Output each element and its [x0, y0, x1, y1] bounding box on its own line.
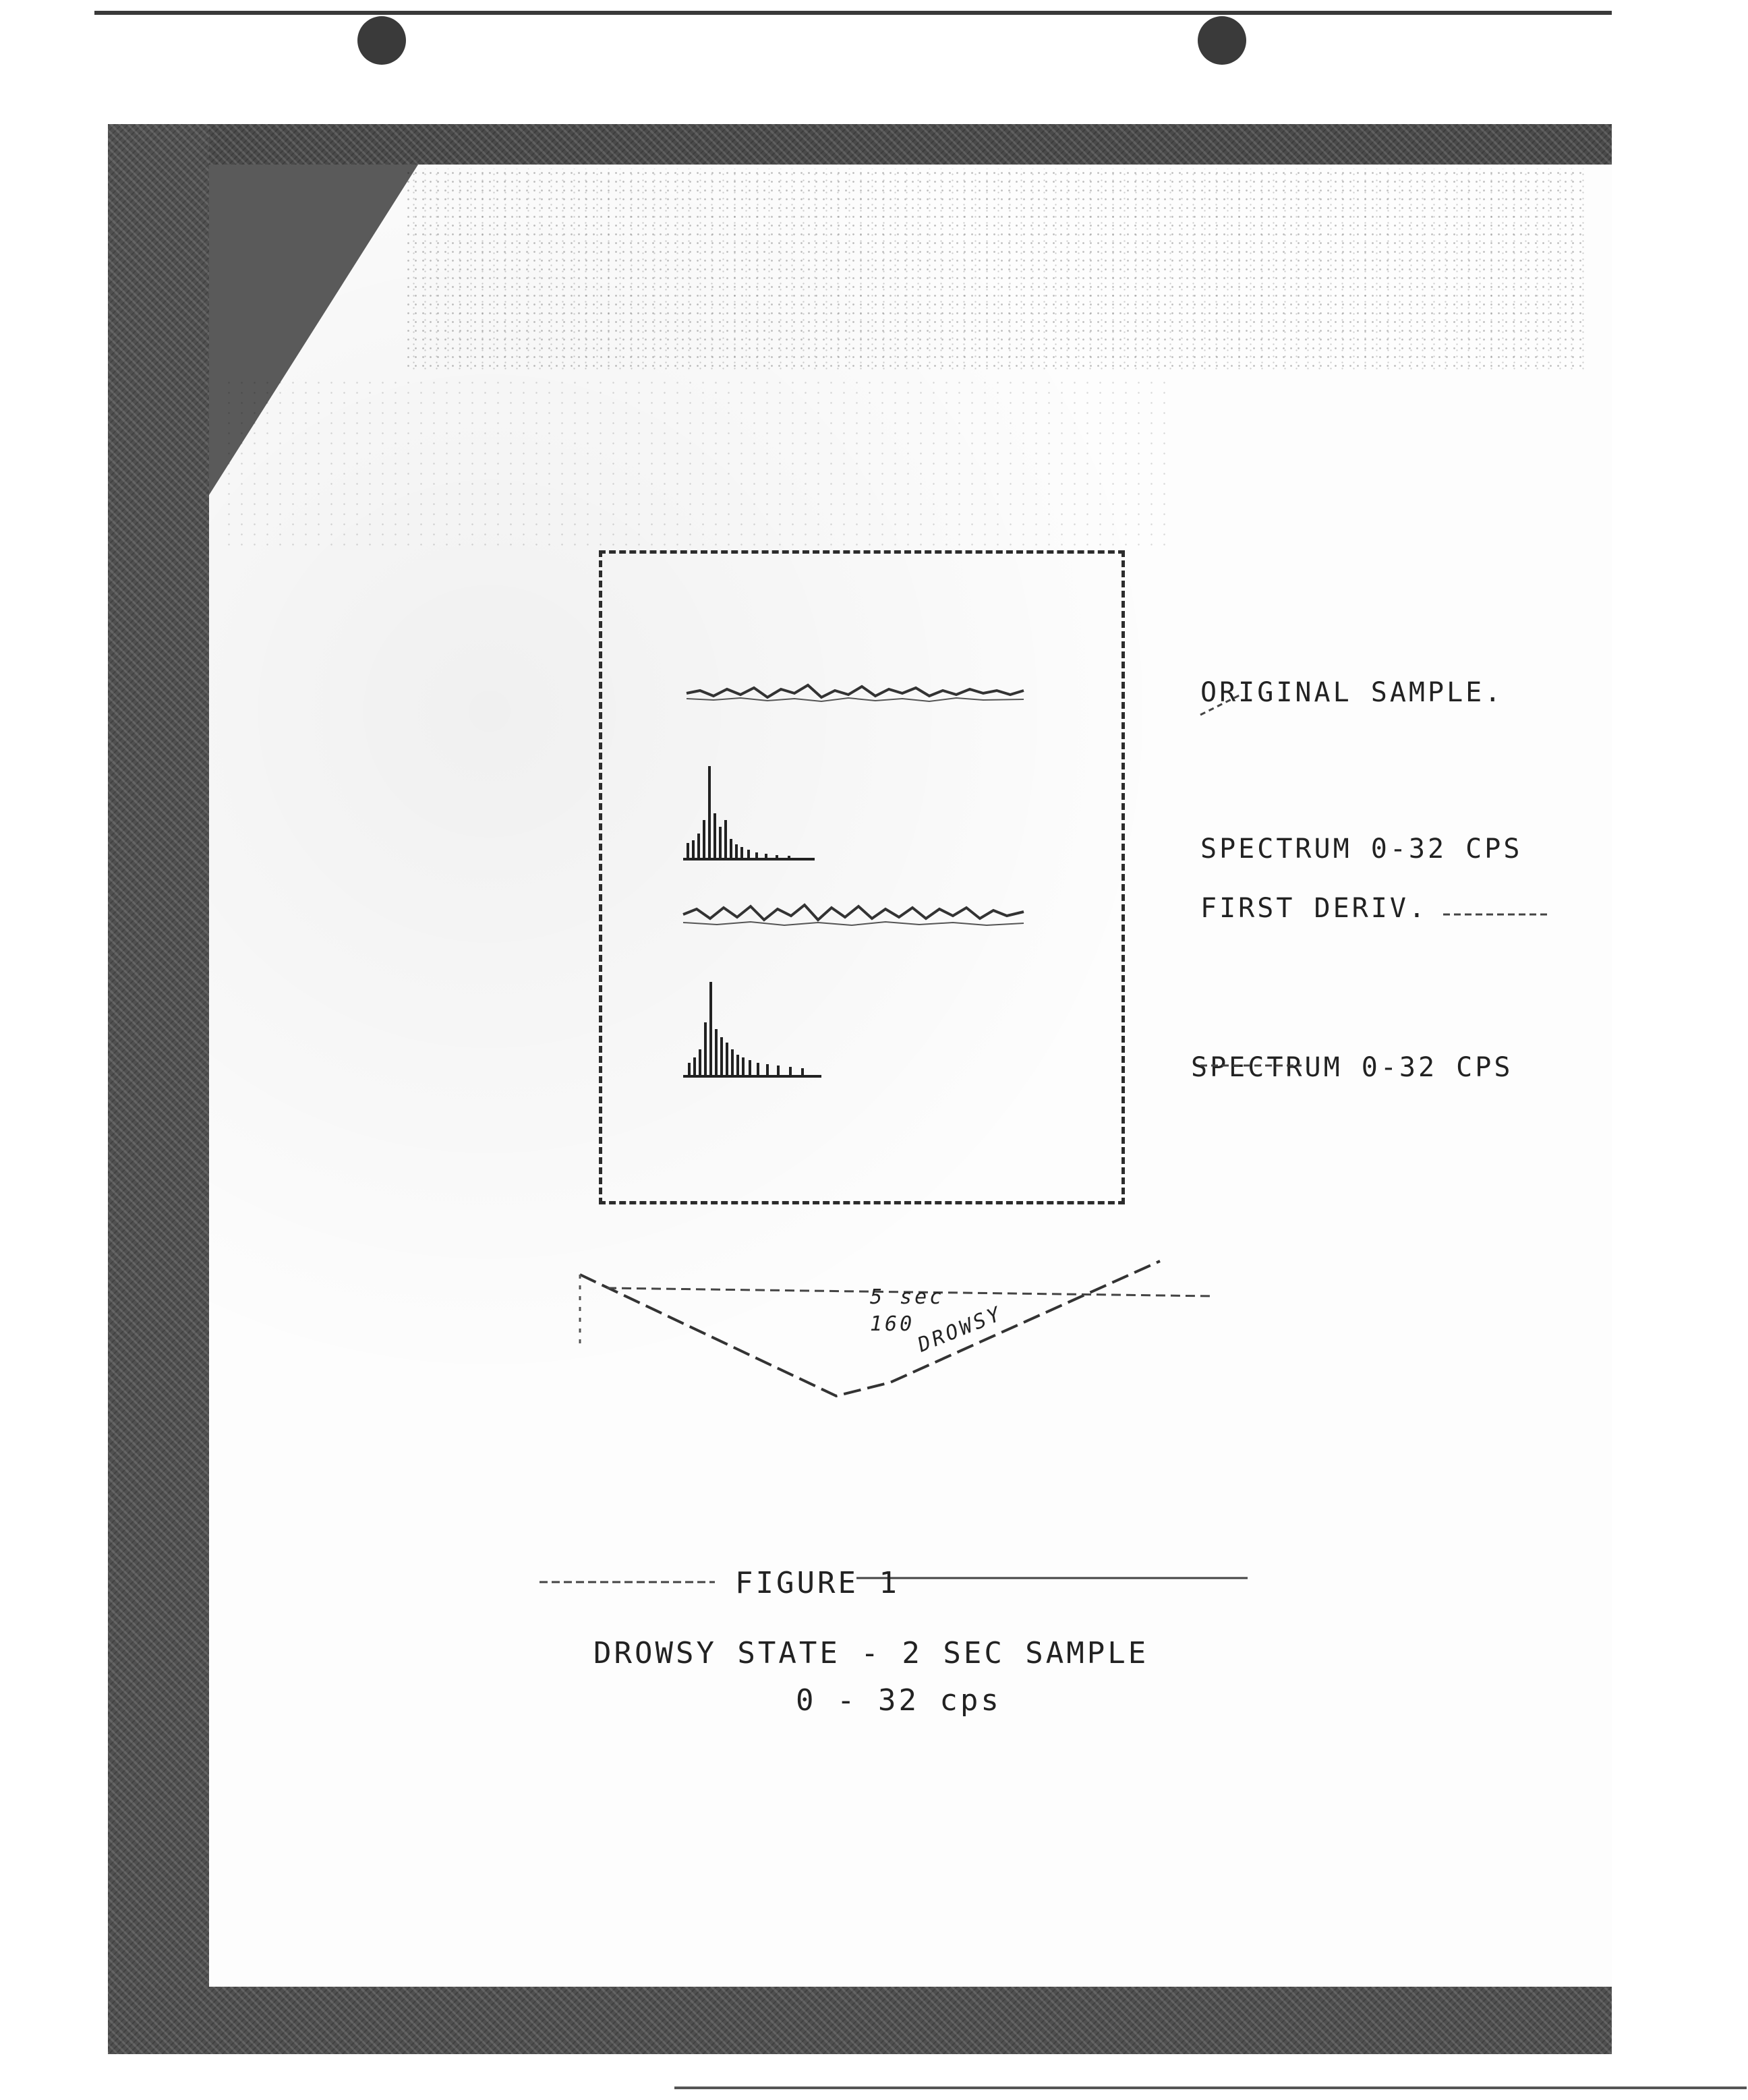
scan-noise-top — [405, 169, 1585, 371]
annotation-line-2: 160 — [870, 1312, 915, 1336]
plot-traces — [599, 550, 1125, 1211]
spectrum-2-bars — [683, 982, 821, 1076]
first-derivative-trace — [683, 905, 1024, 920]
scan-frame-left — [108, 124, 209, 2054]
scan-noise-upper — [223, 378, 1167, 553]
figure-range: 0 - 32 cps — [796, 1683, 1001, 1718]
scan-frame-top — [108, 124, 1612, 165]
figure-title: DROWSY STATE - 2 SEC SAMPLE — [593, 1636, 1149, 1670]
scan-frame-bottom — [108, 1987, 1612, 2054]
label-first-derivative: FIRST DERIV. — [1200, 893, 1428, 924]
original-sample-trace — [687, 685, 1024, 697]
spectrum-1-bars — [683, 766, 815, 859]
punch-hole-right — [1198, 16, 1246, 65]
annotation-sketch — [566, 1200, 1227, 1423]
label-spectrum-1: SPECTRUM 0-32 CPS — [1200, 834, 1523, 865]
annotation-line-1: 5 sec — [870, 1285, 945, 1309]
bottom-rule — [674, 2087, 1747, 2089]
label-spectrum-2: SPECTRUM 0-32 CPS — [1191, 1052, 1513, 1083]
figure-number: FIGURE 1 — [735, 1566, 900, 1600]
label-original-sample: ORIGINAL SAMPLE. — [1200, 677, 1504, 708]
top-rule — [94, 11, 1612, 15]
punch-hole-left — [357, 16, 406, 65]
annotation-line-3: DROWSY — [914, 1302, 1006, 1358]
label-leader-lines — [1146, 674, 1578, 1092]
